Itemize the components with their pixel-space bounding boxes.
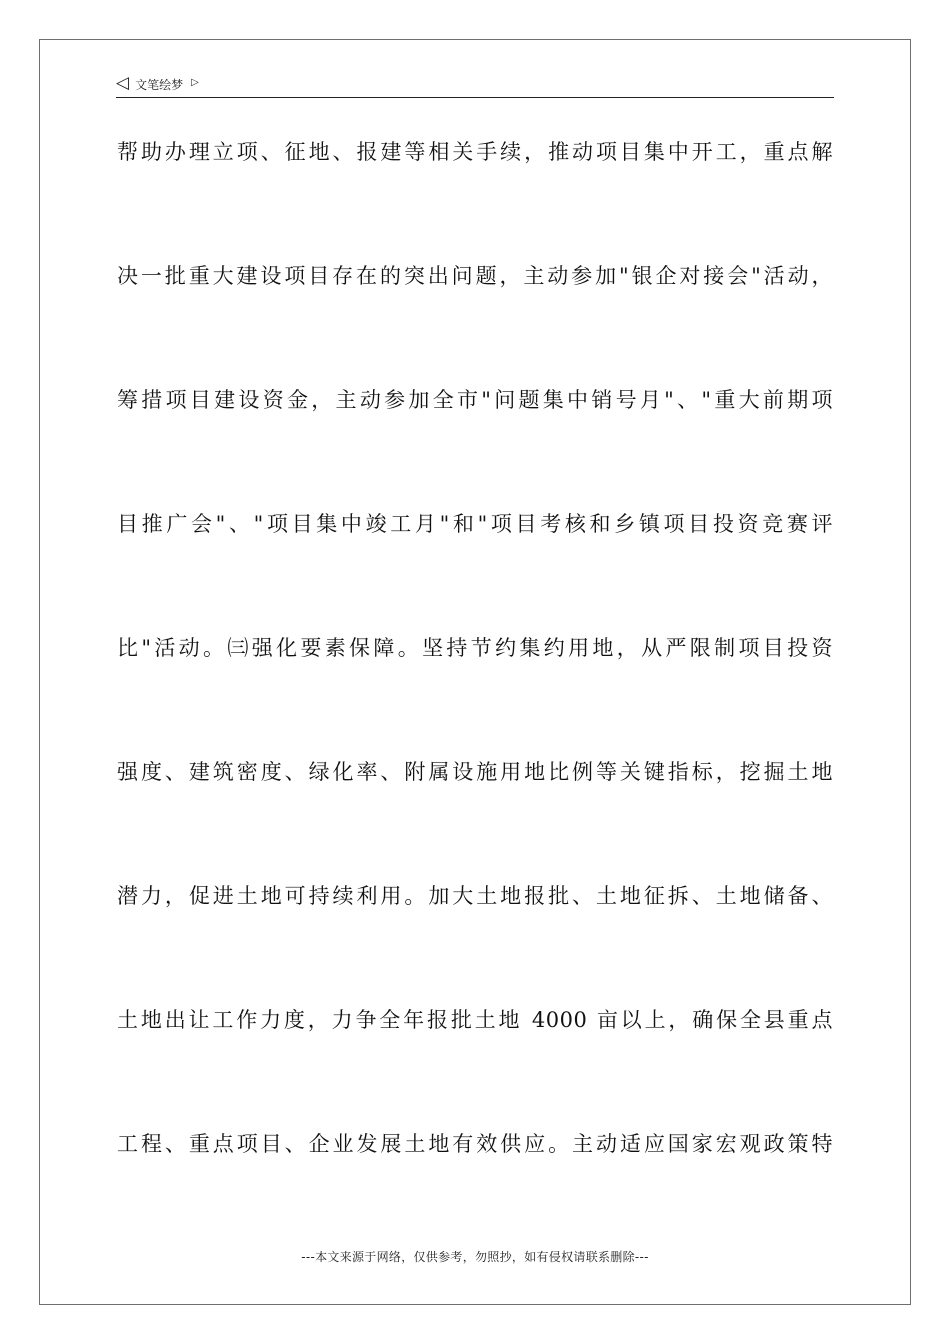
page-header <box>116 72 834 98</box>
left-triangle-icon: ◁ <box>116 72 130 93</box>
text-line: 筹措项目建设资金，主动参加全市"问题集中销号月"、"重大前期项 <box>117 388 833 412</box>
text-line: 比"活动。㈢强化要素保障。坚持节约集约用地，从严限制项目投资 <box>117 636 833 660</box>
page-footer: ---本文来源于网络，仅供参考，勿照抄，如有侵权请联系删除--- <box>301 1250 649 1264</box>
text-line: 帮助办理立项、征地、报建等相关手续，推动项目集中开工，重点解 <box>117 140 833 164</box>
text-line: 决一批重大建设项目存在的突出问题，主动参加"银企对接会"活动， <box>117 264 833 288</box>
header-title: 文笔绘梦 <box>135 78 184 92</box>
text-line: 强度、建筑密度、绿化率、附属设施用地比例等关键指标，挖掘土地 <box>117 760 833 784</box>
document-body <box>117 120 833 1236</box>
text-line: 土地出让工作力度，力争全年报批土地 4000 亩以上，确保全县重点 <box>117 1008 833 1032</box>
text-line: 潜力，促进土地可持续利用。加大土地报批、土地征拆、土地储备、 <box>117 884 833 908</box>
right-triangle-icon: ▷ <box>191 76 199 88</box>
text-line: 目推广会"、"项目集中竣工月"和"项目考核和乡镇项目投资竞赛评 <box>117 512 833 536</box>
text-line: 工程、重点项目、企业发展土地有效供应。主动适应国家宏观政策特 <box>117 1132 833 1156</box>
